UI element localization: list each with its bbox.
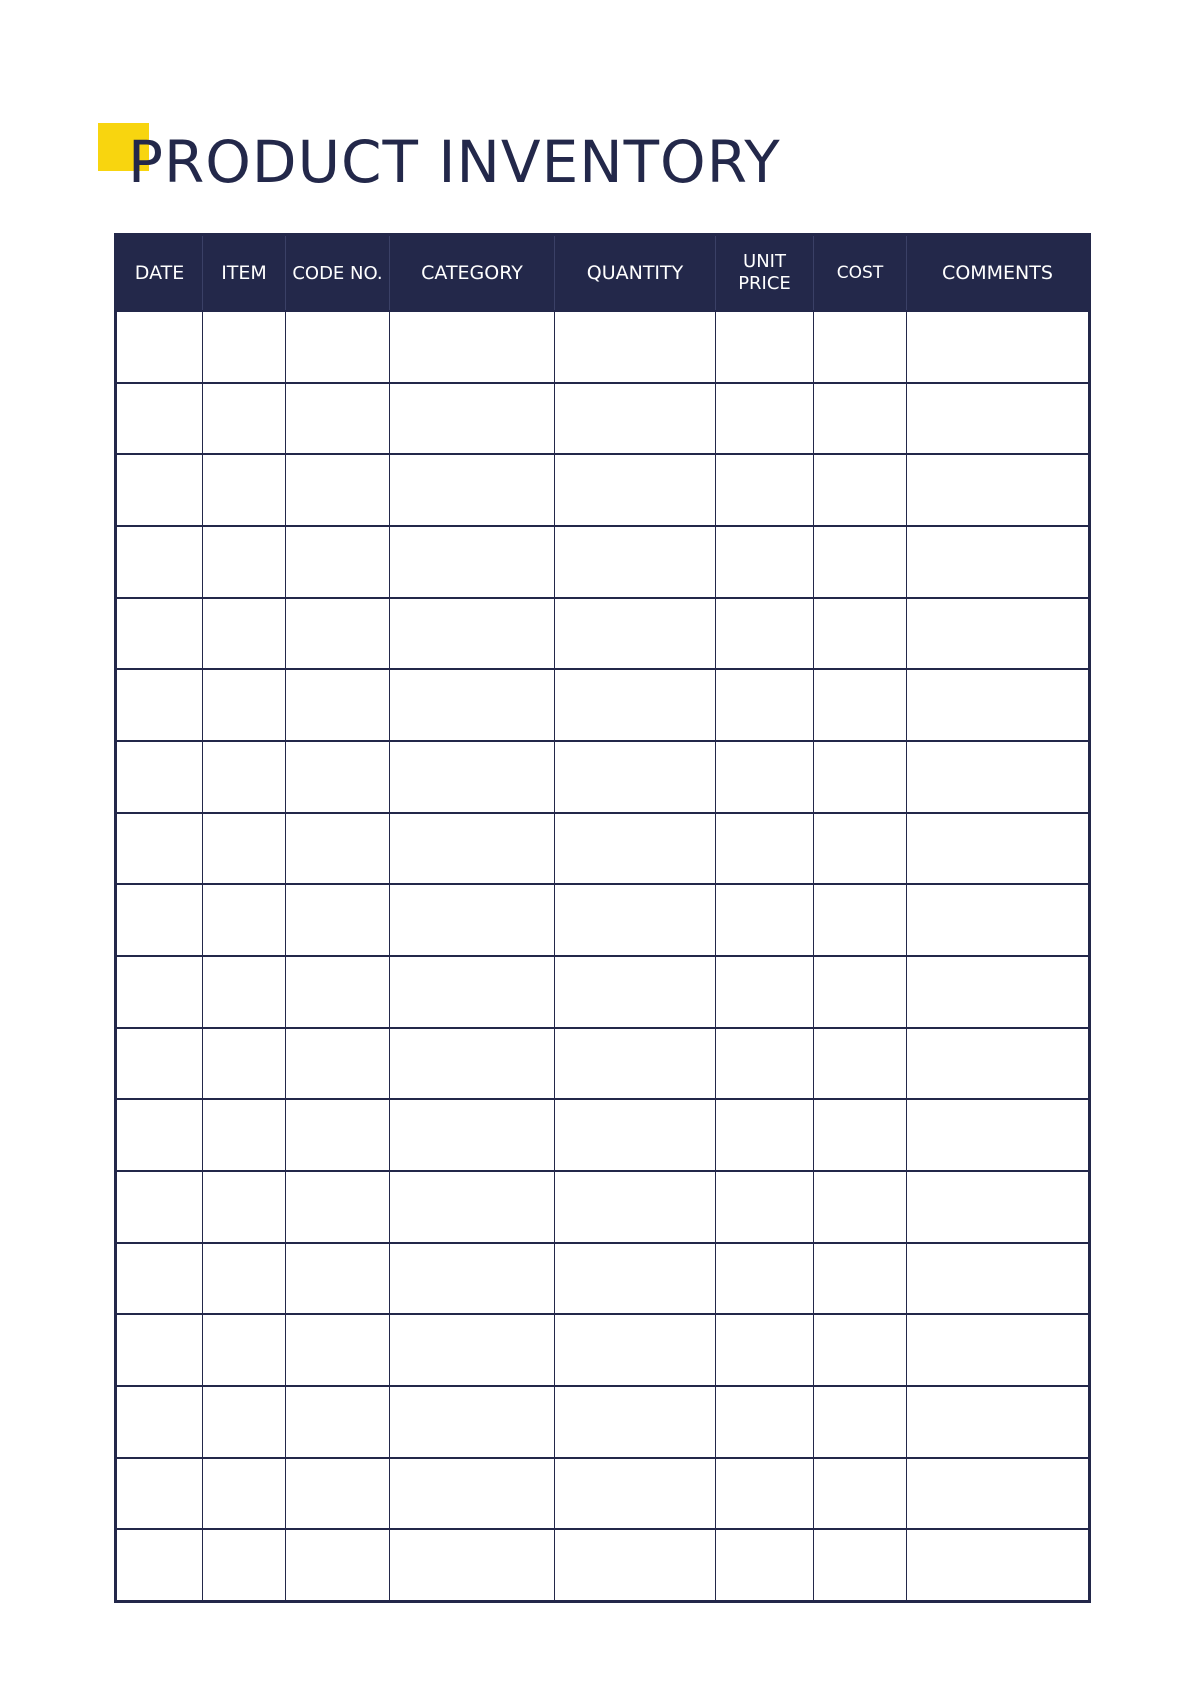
table-cell-category bbox=[390, 526, 555, 598]
table-cell-cost bbox=[814, 383, 907, 455]
table-cell-date bbox=[116, 669, 203, 741]
table-cell-date bbox=[116, 813, 203, 885]
table-cell-comments bbox=[907, 1099, 1090, 1171]
table-cell-date bbox=[116, 383, 203, 455]
table-cell-date bbox=[116, 1099, 203, 1171]
table-row bbox=[116, 1529, 1090, 1601]
table-cell-category bbox=[390, 741, 555, 813]
table-cell-cost bbox=[814, 1529, 907, 1601]
table-cell-code-no bbox=[286, 1099, 390, 1171]
table-cell-quantity bbox=[555, 741, 716, 813]
table-cell-category bbox=[390, 1314, 555, 1386]
column-header-comments: COMMENTS bbox=[907, 235, 1090, 312]
table-row bbox=[116, 884, 1090, 956]
table-cell-comments bbox=[907, 1458, 1090, 1530]
table-cell-unit-price bbox=[716, 1314, 814, 1386]
table-row bbox=[116, 1099, 1090, 1171]
table-cell-code-no bbox=[286, 526, 390, 598]
table-cell-code-no bbox=[286, 956, 390, 1028]
table-cell-item bbox=[203, 956, 286, 1028]
table-cell-item bbox=[203, 526, 286, 598]
table-cell-comments bbox=[907, 1243, 1090, 1315]
table-header-row bbox=[116, 235, 1090, 312]
table-cell-quantity bbox=[555, 1028, 716, 1100]
table-cell-category bbox=[390, 454, 555, 526]
table-cell-comments bbox=[907, 454, 1090, 526]
table-cell-unit-price bbox=[716, 383, 814, 455]
table-cell-code-no bbox=[286, 813, 390, 885]
table-cell-category bbox=[390, 311, 555, 383]
table-cell-code-no bbox=[286, 311, 390, 383]
table-cell-unit-price bbox=[716, 741, 814, 813]
table-cell-quantity bbox=[555, 813, 716, 885]
table-row bbox=[116, 1243, 1090, 1315]
table-cell-item bbox=[203, 884, 286, 956]
table-cell-quantity bbox=[555, 1171, 716, 1243]
table-cell-code-no bbox=[286, 1458, 390, 1530]
table-cell-category bbox=[390, 598, 555, 670]
table-cell-item bbox=[203, 383, 286, 455]
table-cell-cost bbox=[814, 669, 907, 741]
table-cell-item bbox=[203, 1386, 286, 1458]
column-header-code-no: CODE NO. bbox=[286, 235, 390, 312]
table-cell-category bbox=[390, 1458, 555, 1530]
inventory-table bbox=[114, 233, 1091, 1603]
table-cell-unit-price bbox=[716, 884, 814, 956]
table-cell-item bbox=[203, 311, 286, 383]
table-cell-code-no bbox=[286, 741, 390, 813]
table-cell-quantity bbox=[555, 669, 716, 741]
table-cell-cost bbox=[814, 526, 907, 598]
table-cell-category bbox=[390, 1386, 555, 1458]
table-cell-comments bbox=[907, 1314, 1090, 1386]
table-cell-category bbox=[390, 1243, 555, 1315]
table-row bbox=[116, 526, 1090, 598]
table-cell-code-no bbox=[286, 1314, 390, 1386]
table-cell-code-no bbox=[286, 884, 390, 956]
page-title: PRODUCT INVENTORY bbox=[128, 128, 781, 196]
table-cell-cost bbox=[814, 1243, 907, 1315]
table-cell-date bbox=[116, 1386, 203, 1458]
table-cell-comments bbox=[907, 598, 1090, 670]
table-row bbox=[116, 741, 1090, 813]
table-cell-code-no bbox=[286, 1028, 390, 1100]
table-cell-date bbox=[116, 526, 203, 598]
table-cell-unit-price bbox=[716, 1171, 814, 1243]
table-cell-quantity bbox=[555, 1458, 716, 1530]
table-cell-date bbox=[116, 598, 203, 670]
table-cell-cost bbox=[814, 884, 907, 956]
column-header-unit-price: UNIT PRICE bbox=[716, 235, 814, 312]
table-cell-comments bbox=[907, 1028, 1090, 1100]
table-cell-unit-price bbox=[716, 956, 814, 1028]
table-cell-unit-price bbox=[716, 311, 814, 383]
table-cell-quantity bbox=[555, 454, 716, 526]
table-cell-comments bbox=[907, 813, 1090, 885]
table-cell-code-no bbox=[286, 669, 390, 741]
table-cell-date bbox=[116, 741, 203, 813]
table-cell-code-no bbox=[286, 454, 390, 526]
table-cell-quantity bbox=[555, 956, 716, 1028]
table-cell-date bbox=[116, 1314, 203, 1386]
table-cell-cost bbox=[814, 741, 907, 813]
table-cell-unit-price bbox=[716, 1028, 814, 1100]
table-cell-cost bbox=[814, 454, 907, 526]
table-cell-comments bbox=[907, 383, 1090, 455]
table-row bbox=[116, 383, 1090, 455]
table-row bbox=[116, 1028, 1090, 1100]
table-cell-category bbox=[390, 884, 555, 956]
table-cell-category bbox=[390, 669, 555, 741]
table-cell-quantity bbox=[555, 1386, 716, 1458]
table-cell-item bbox=[203, 669, 286, 741]
table-cell-category bbox=[390, 1171, 555, 1243]
table-cell-unit-price bbox=[716, 813, 814, 885]
table-cell-quantity bbox=[555, 1314, 716, 1386]
table-cell-item bbox=[203, 1028, 286, 1100]
table-row bbox=[116, 1458, 1090, 1530]
table-row bbox=[116, 1314, 1090, 1386]
table-cell-code-no bbox=[286, 1529, 390, 1601]
table-cell-category bbox=[390, 1529, 555, 1601]
table-cell-quantity bbox=[555, 884, 716, 956]
table-cell-date bbox=[116, 1529, 203, 1601]
table-cell-cost bbox=[814, 598, 907, 670]
table-cell-comments bbox=[907, 311, 1090, 383]
table-cell-item bbox=[203, 1314, 286, 1386]
table-cell-item bbox=[203, 741, 286, 813]
table-cell-unit-price bbox=[716, 454, 814, 526]
table-cell-cost bbox=[814, 1314, 907, 1386]
table-row bbox=[116, 813, 1090, 885]
table-cell-cost bbox=[814, 1386, 907, 1458]
table-row bbox=[116, 956, 1090, 1028]
table-row bbox=[116, 454, 1090, 526]
table-cell-cost bbox=[814, 311, 907, 383]
table-cell-comments bbox=[907, 956, 1090, 1028]
table-cell-quantity bbox=[555, 1529, 716, 1601]
table-cell-comments bbox=[907, 884, 1090, 956]
table-cell-cost bbox=[814, 1028, 907, 1100]
table-cell-category bbox=[390, 1028, 555, 1100]
table-cell-cost bbox=[814, 1171, 907, 1243]
table-cell-unit-price bbox=[716, 1386, 814, 1458]
table-cell-date bbox=[116, 311, 203, 383]
column-header-date: DATE bbox=[116, 235, 203, 312]
table-cell-comments bbox=[907, 741, 1090, 813]
table-cell-date bbox=[116, 1171, 203, 1243]
table-cell-code-no bbox=[286, 598, 390, 670]
table-cell-cost bbox=[814, 1099, 907, 1171]
table-cell-quantity bbox=[555, 1099, 716, 1171]
table-cell-category bbox=[390, 813, 555, 885]
table-cell-category bbox=[390, 383, 555, 455]
table-cell-cost bbox=[814, 813, 907, 885]
table-row bbox=[116, 598, 1090, 670]
table-cell-quantity bbox=[555, 598, 716, 670]
table-cell-comments bbox=[907, 669, 1090, 741]
table-cell-date bbox=[116, 956, 203, 1028]
table-cell-unit-price bbox=[716, 1529, 814, 1601]
table-row bbox=[116, 1171, 1090, 1243]
table-cell-category bbox=[390, 1099, 555, 1171]
table-row bbox=[116, 1386, 1090, 1458]
table-cell-quantity bbox=[555, 526, 716, 598]
table-cell-item bbox=[203, 1243, 286, 1315]
table-cell-unit-price bbox=[716, 669, 814, 741]
table-cell-item bbox=[203, 1099, 286, 1171]
table-cell-date bbox=[116, 454, 203, 526]
table-cell-code-no bbox=[286, 1386, 390, 1458]
table-cell-item bbox=[203, 1171, 286, 1243]
table-row bbox=[116, 669, 1090, 741]
table-cell-quantity bbox=[555, 383, 716, 455]
table-row bbox=[116, 311, 1090, 383]
table-cell-item bbox=[203, 813, 286, 885]
table-cell-item bbox=[203, 598, 286, 670]
table-cell-code-no bbox=[286, 1243, 390, 1315]
table-cell-item bbox=[203, 1529, 286, 1601]
table-cell-quantity bbox=[555, 311, 716, 383]
table-cell-cost bbox=[814, 1458, 907, 1530]
table-cell-unit-price bbox=[716, 1458, 814, 1530]
table-cell-quantity bbox=[555, 1243, 716, 1315]
table-cell-item bbox=[203, 1458, 286, 1530]
table-cell-category bbox=[390, 956, 555, 1028]
table-cell-date bbox=[116, 884, 203, 956]
column-header-quantity: QUANTITY bbox=[555, 235, 716, 312]
table-body bbox=[116, 311, 1090, 1602]
table-cell-unit-price bbox=[716, 1099, 814, 1171]
table-cell-comments bbox=[907, 526, 1090, 598]
table-cell-date bbox=[116, 1028, 203, 1100]
table-cell-unit-price bbox=[716, 598, 814, 670]
column-header-cost: COST bbox=[814, 235, 907, 312]
table-cell-comments bbox=[907, 1529, 1090, 1601]
table-cell-unit-price bbox=[716, 1243, 814, 1315]
table-cell-comments bbox=[907, 1386, 1090, 1458]
table-cell-comments bbox=[907, 1171, 1090, 1243]
table-cell-unit-price bbox=[716, 526, 814, 598]
table-cell-code-no bbox=[286, 383, 390, 455]
column-header-item: ITEM bbox=[203, 235, 286, 312]
table-cell-date bbox=[116, 1243, 203, 1315]
column-header-category: CATEGORY bbox=[390, 235, 555, 312]
table-cell-date bbox=[116, 1458, 203, 1530]
table-cell-cost bbox=[814, 956, 907, 1028]
table-cell-code-no bbox=[286, 1171, 390, 1243]
table-cell-item bbox=[203, 454, 286, 526]
